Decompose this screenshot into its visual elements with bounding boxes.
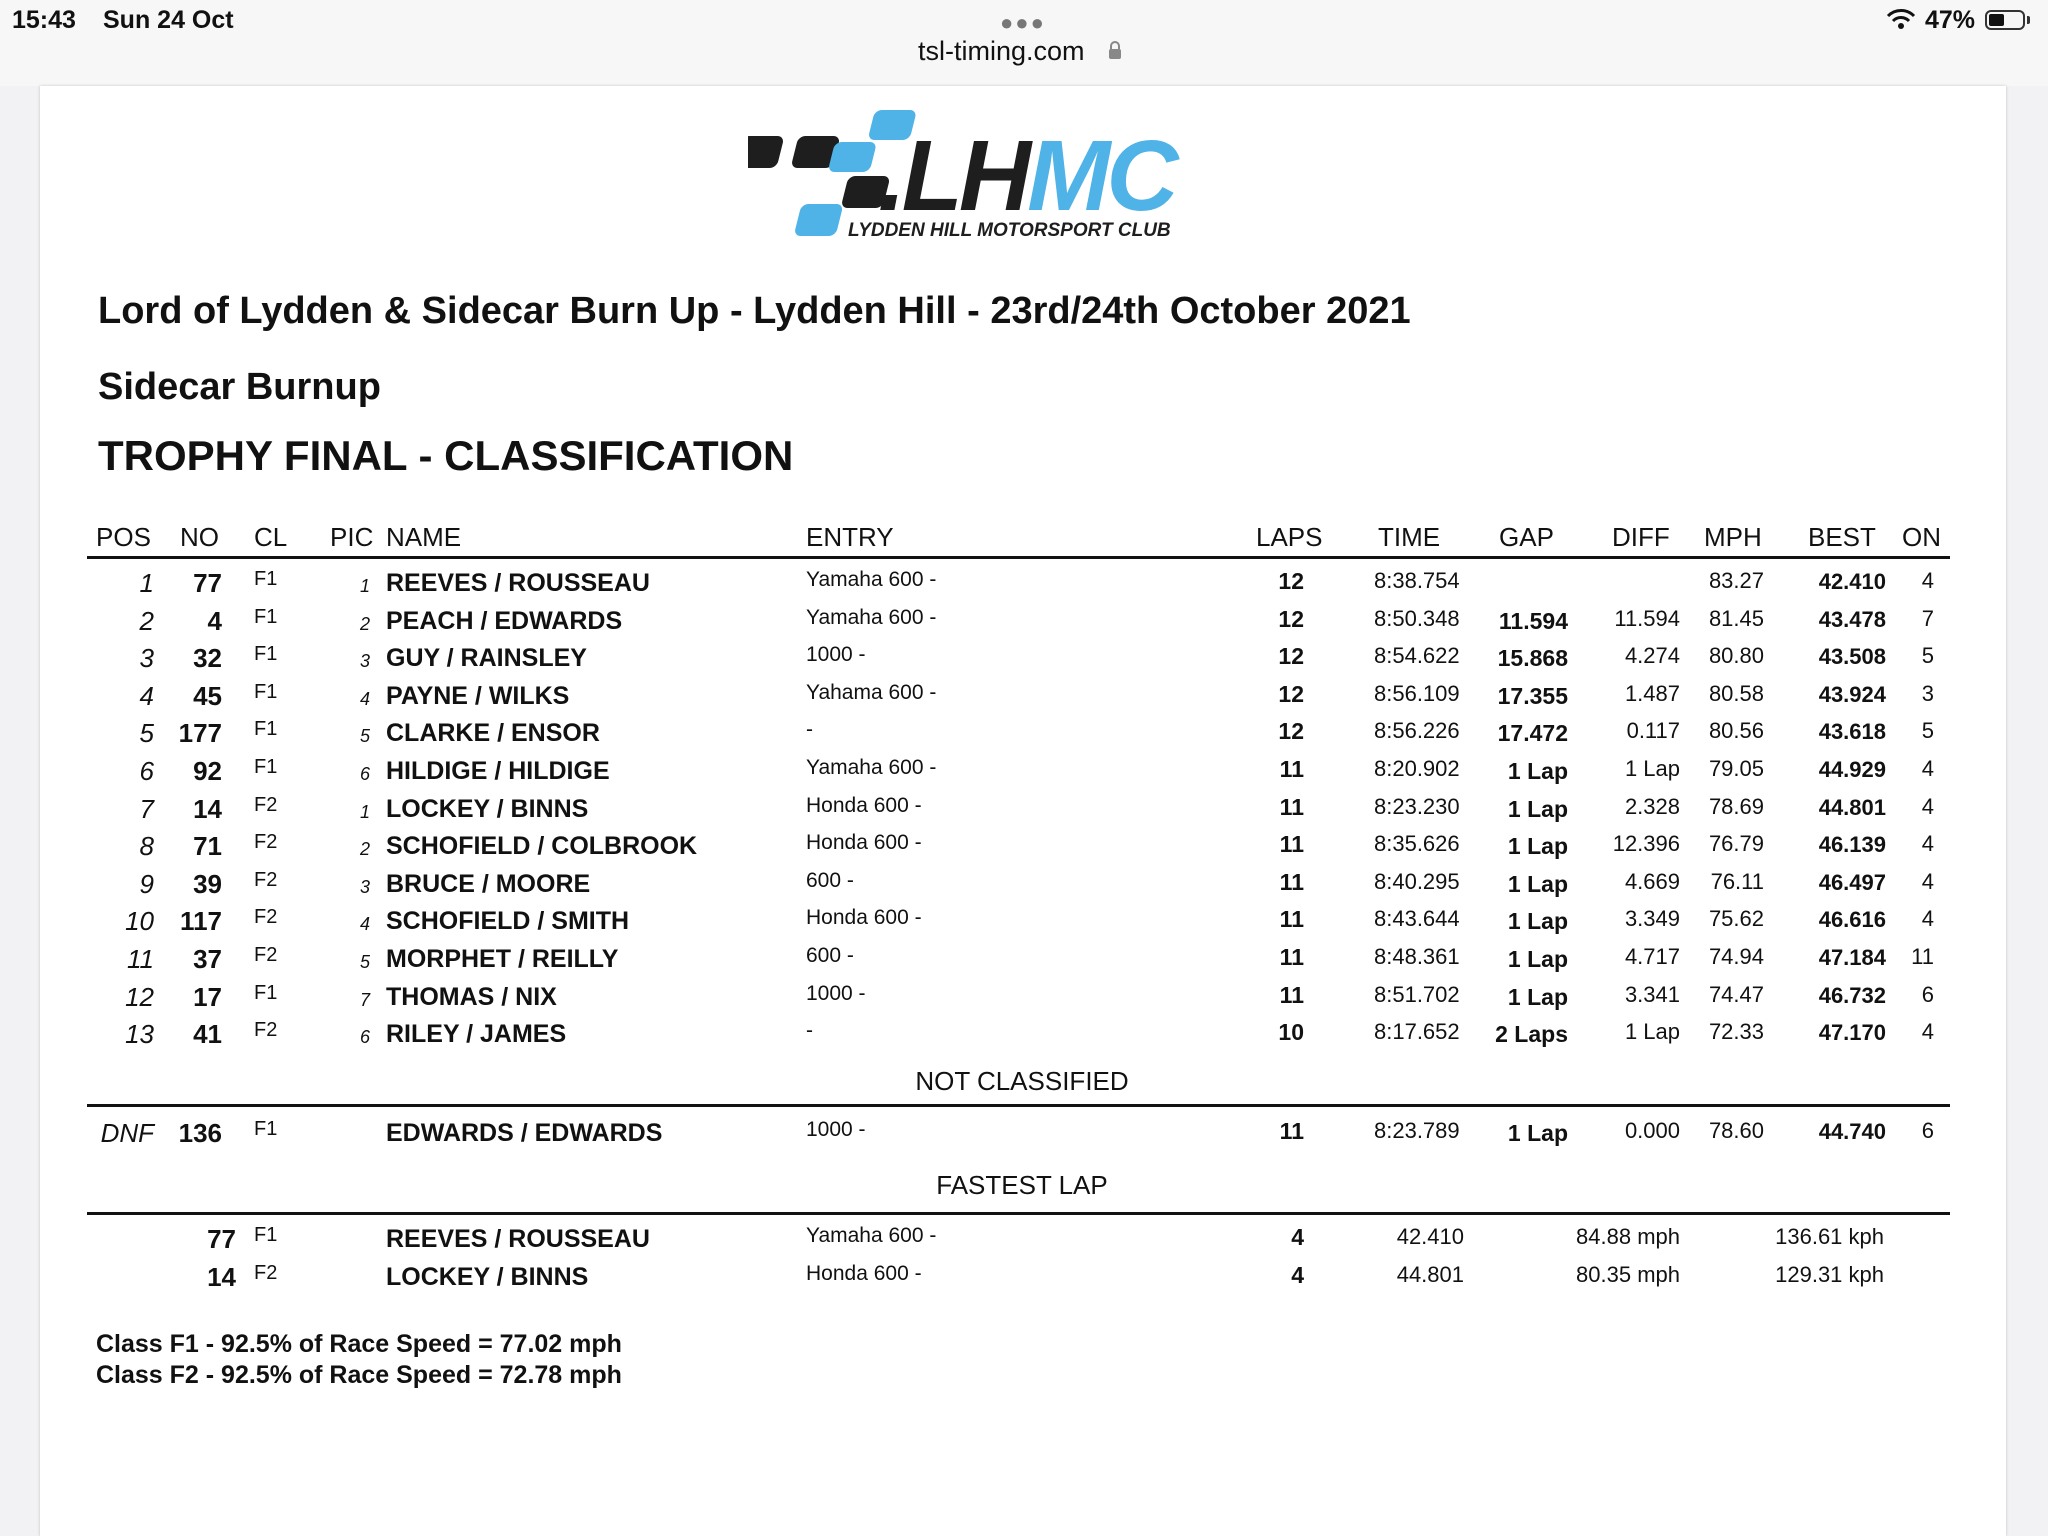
- mph-cell: 75.62: [1708, 906, 1764, 932]
- diff-cell: 4.274: [1624, 643, 1680, 669]
- best-cell: 44.740: [1818, 1119, 1886, 1144]
- pos-cell: 3: [139, 643, 154, 674]
- number-cell: 177: [178, 718, 222, 749]
- table-row: [0, 754, 2048, 792]
- class-cell: F1: [254, 1118, 278, 1140]
- table-row: [0, 792, 2048, 830]
- time-cell: 8:54.622: [1374, 643, 1460, 669]
- best-cell: 43.508: [1818, 644, 1886, 670]
- gap-cell: 1 Lap: [1507, 870, 1568, 897]
- diff-cell: 3.349: [1624, 906, 1680, 932]
- col-cl: CL: [254, 522, 288, 552]
- time-cell: 8:20.902: [1374, 756, 1460, 781]
- pos-cell: 5: [139, 718, 154, 749]
- fastest-lap-row: [0, 1222, 2048, 1260]
- gap-cell: 1 Lap: [1507, 758, 1568, 784]
- diff-cell: 1 Lap: [1624, 1019, 1680, 1045]
- pic-cell: 2: [359, 839, 370, 860]
- battery-tip: [2027, 16, 2030, 24]
- class-cell: F1: [254, 981, 278, 1004]
- name-cell: PAYNE / WILKS: [386, 681, 570, 710]
- mph-cell: 78.60: [1708, 1118, 1764, 1143]
- laps-cell: 12: [1278, 680, 1304, 707]
- header-rule: [87, 556, 1950, 559]
- event-title: Lord of Lydden & Sidecar Burn Up - Lydden Hill - 23rd/24th October 2021: [98, 290, 1411, 332]
- pos-cell: 12: [125, 981, 154, 1012]
- name-cell: LOCKEY / BINNS: [386, 1263, 589, 1291]
- laps-cell: 11: [1279, 793, 1304, 820]
- time-cell: 8:48.361: [1374, 944, 1460, 969]
- entry-cell: 600 -: [806, 944, 854, 967]
- on-cell: 6: [1921, 981, 1934, 1007]
- pos-cell: 8: [139, 831, 154, 862]
- diff-cell: 11.594: [1614, 605, 1680, 631]
- number-cell: 32: [193, 643, 222, 674]
- not-classified-row: [0, 1116, 2048, 1154]
- time-cell: 8:23.230: [1374, 793, 1460, 819]
- entry-cell: 1000 -: [806, 643, 866, 667]
- entry-cell: -: [806, 718, 813, 742]
- pic-cell: 6: [359, 1027, 370, 1048]
- name-cell: MORPHET / REILLY: [386, 945, 619, 973]
- entry-cell: 1000 -: [806, 981, 866, 1005]
- diff-cell: 1.487: [1624, 680, 1680, 706]
- diff-cell: 0.117: [1626, 718, 1680, 744]
- col-best: BEST: [1808, 522, 1876, 552]
- table-row: [0, 867, 2048, 905]
- diff-cell: 4.669: [1624, 868, 1680, 894]
- best-cell: 46.139: [1818, 832, 1886, 858]
- laps-cell: 11: [1279, 1118, 1304, 1144]
- col-name: NAME: [386, 522, 462, 552]
- time-cell: 8:56.226: [1374, 718, 1460, 744]
- number-cell: 136: [178, 1118, 222, 1148]
- lhmc-logo: [748, 106, 1206, 242]
- number-cell: 17: [193, 981, 222, 1012]
- status-bar: [0, 0, 2048, 86]
- mph-cell: 74.94: [1708, 944, 1764, 969]
- mph-cell: 74.47: [1708, 981, 1764, 1007]
- not-classified-heading: NOT CLASSIFIED: [915, 1066, 1129, 1096]
- time-cell: 8:17.652: [1374, 1019, 1460, 1045]
- pic-cell: 1: [359, 576, 370, 596]
- address-bar-url[interactable]: tsl-timing.com: [918, 36, 1085, 66]
- svg-text:.LHMC: .LHMC: [878, 120, 1175, 232]
- table-row: [0, 1017, 2048, 1055]
- class-cell: F1: [254, 568, 278, 590]
- on-cell: 4: [1921, 1019, 1934, 1045]
- battery-percent: 47%: [1925, 6, 1976, 34]
- on-cell: 4: [1921, 831, 1934, 857]
- pos-cell: 11: [127, 944, 154, 974]
- name-cell: BRUCE / MOORE: [386, 869, 591, 898]
- wifi-icon: [1886, 8, 1916, 30]
- pic-cell: 6: [359, 764, 370, 784]
- pos-cell: 6: [139, 756, 154, 786]
- entry-cell: Honda 600 -: [806, 793, 922, 817]
- best-cell: 44.929: [1818, 757, 1886, 782]
- table-row: [0, 566, 2048, 604]
- pos-cell: 13: [125, 1019, 154, 1050]
- class-cell: F1: [254, 680, 278, 703]
- fastest-lap-heading: FASTEST LAP: [936, 1170, 1108, 1200]
- time-cell: 8:23.789: [1374, 1118, 1460, 1143]
- diff-cell: 1 Lap: [1624, 756, 1680, 781]
- on-cell: 5: [1921, 718, 1934, 744]
- pos-cell: 1: [139, 568, 154, 598]
- entry-cell: Honda 600 -: [806, 1262, 922, 1285]
- pic-cell: 1: [359, 801, 370, 822]
- pos-cell: DNF: [100, 1118, 154, 1148]
- table-row: [0, 604, 2048, 642]
- gap-cell: 11.594: [1498, 607, 1568, 634]
- mph-cell: 76.11: [1710, 868, 1764, 894]
- time-cell: 42.410: [1396, 1224, 1464, 1249]
- gap-cell: 17.472: [1497, 720, 1568, 747]
- number-cell: 77: [193, 568, 222, 598]
- not-classified-rule: [87, 1104, 1950, 1107]
- diff-cell: 2.328: [1624, 793, 1680, 819]
- name-cell: GUY / RAINSLEY: [386, 644, 587, 673]
- name-cell: REEVES / ROUSSEAU: [386, 569, 650, 597]
- mph-cell: 83.27: [1708, 568, 1764, 593]
- gap-cell: 15.868: [1497, 645, 1568, 672]
- kph-cell: 129.31 kph: [1775, 1262, 1884, 1287]
- class-cell: F2: [254, 1019, 278, 1042]
- gap-cell: 1 Lap: [1507, 983, 1568, 1010]
- laps-cell: 11: [1279, 831, 1304, 858]
- pos-cell: 9: [139, 868, 154, 899]
- class-cell: F1: [254, 756, 278, 778]
- col-no: NO: [180, 522, 219, 552]
- diff-cell: 0.000: [1624, 1118, 1680, 1143]
- class-cell: F2: [254, 906, 278, 929]
- gap-cell: 17.355: [1497, 682, 1568, 709]
- number-cell: 37: [193, 944, 222, 974]
- class-title: Sidecar Burnup: [98, 366, 381, 408]
- class-f2-note: Class F2 - 92.5% of Race Speed = 72.78 mph: [96, 1361, 622, 1389]
- entry-cell: Honda 600 -: [806, 906, 922, 930]
- entry-cell: -: [806, 1019, 813, 1043]
- mph-cell: 84.88 mph: [1576, 1224, 1680, 1249]
- pic-cell: 4: [359, 688, 370, 709]
- diff-cell: 4.717: [1624, 944, 1680, 969]
- number-cell: 45: [193, 680, 222, 711]
- time-cell: 8:38.754: [1374, 568, 1460, 593]
- number-cell: 14: [207, 1262, 236, 1292]
- pic-cell: 3: [359, 651, 370, 672]
- on-cell: 3: [1921, 680, 1934, 706]
- table-row: [0, 716, 2048, 754]
- best-cell: 43.924: [1818, 681, 1886, 707]
- col-gap: GAP: [1499, 522, 1554, 552]
- time-cell: 8:50.348: [1374, 605, 1460, 631]
- on-cell: 4: [1921, 568, 1934, 593]
- mph-cell: 80.58: [1708, 680, 1764, 706]
- table-row: [0, 942, 2048, 980]
- laps-cell: 12: [1278, 568, 1304, 594]
- fastest-lap-row: [0, 1260, 2048, 1298]
- class-cell: F2: [254, 868, 278, 891]
- mph-cell: 81.45: [1708, 605, 1764, 631]
- diff-cell: 3.341: [1624, 981, 1680, 1007]
- laps-cell: 10: [1278, 1019, 1304, 1046]
- time-cell: 8:40.295: [1374, 868, 1460, 894]
- col-diff: DIFF: [1612, 522, 1670, 552]
- laps-cell: 12: [1278, 643, 1304, 670]
- class-cell: F1: [254, 643, 278, 666]
- name-cell: RILEY / JAMES: [386, 1020, 567, 1049]
- gap-cell: 2 Laps: [1495, 1021, 1568, 1048]
- entry-cell: Yamaha 600 -: [806, 756, 937, 779]
- laps-cell: 11: [1279, 981, 1304, 1008]
- table-row: [0, 980, 2048, 1018]
- best-cell: 46.616: [1818, 907, 1886, 933]
- entry-cell: Yamaha 600 -: [806, 568, 937, 591]
- pos-cell: 7: [139, 793, 154, 824]
- number-cell: 41: [193, 1019, 222, 1050]
- name-cell: SCHOFIELD / SMITH: [386, 907, 630, 936]
- time-cell: 8:56.109: [1374, 680, 1460, 706]
- kph-cell: 136.61 kph: [1775, 1224, 1884, 1249]
- entry-cell: 1000 -: [806, 1118, 866, 1141]
- laps-cell: 12: [1278, 605, 1304, 632]
- laps-cell: 11: [1279, 906, 1304, 933]
- lock-icon: [1108, 40, 1122, 60]
- table-row: [0, 679, 2048, 717]
- battery-level: [1989, 14, 2004, 26]
- lap-cell: 4: [1291, 1262, 1304, 1288]
- gap-cell: 1 Lap: [1507, 946, 1568, 972]
- time-cell: 8:51.702: [1374, 981, 1460, 1007]
- gap-cell: 1 Lap: [1507, 833, 1568, 860]
- pic-cell: 2: [359, 613, 370, 634]
- table-row: [0, 829, 2048, 867]
- name-cell: CLARKE / ENSOR: [386, 719, 600, 748]
- logo-tagline: LYDDEN HILL MOTORSPORT CLUB: [848, 220, 1171, 241]
- pos-cell: 4: [139, 680, 154, 711]
- on-cell: 4: [1921, 868, 1934, 894]
- name-cell: THOMAS / NIX: [386, 982, 557, 1011]
- col-pos: POS: [96, 522, 151, 552]
- best-cell: 46.497: [1818, 869, 1886, 895]
- col-entry: ENTRY: [806, 522, 894, 552]
- class-cell: F2: [254, 1262, 278, 1284]
- laps-cell: 12: [1278, 718, 1304, 745]
- number-cell: 14: [193, 793, 222, 824]
- name-cell: SCHOFIELD / COLBROOK: [386, 832, 698, 861]
- class-cell: F2: [254, 793, 278, 816]
- class-cell: F2: [254, 831, 278, 854]
- class-f1-note: Class F1 - 92.5% of Race Speed = 77.02 mph: [96, 1330, 622, 1358]
- status-time: 15:43: [12, 6, 76, 34]
- mph-cell: 80.35 mph: [1576, 1262, 1680, 1287]
- mph-cell: 76.79: [1708, 831, 1764, 857]
- best-cell: 44.801: [1818, 794, 1886, 820]
- entry-cell: Yahama 600 -: [806, 680, 937, 704]
- number-cell: 117: [180, 906, 222, 937]
- on-cell: 11: [1911, 944, 1934, 969]
- laps-cell: 11: [1279, 868, 1304, 895]
- pic-cell: 4: [359, 914, 370, 935]
- gap-cell: 1 Lap: [1507, 908, 1568, 935]
- on-cell: 7: [1921, 605, 1934, 631]
- number-cell: 39: [193, 868, 222, 899]
- table-row: [0, 904, 2048, 942]
- mph-cell: 80.80: [1708, 643, 1764, 669]
- name-cell: HILDIGE / HILDIGE: [386, 757, 610, 785]
- status-date: Sun 24 Oct: [103, 6, 234, 34]
- name-cell: REEVES / ROUSSEAU: [386, 1225, 650, 1253]
- entry-cell: Yamaha 600 -: [806, 605, 937, 629]
- diff-cell: 12.396: [1612, 831, 1680, 857]
- fastest-lap-rule: [87, 1212, 1950, 1215]
- lap-cell: 4: [1291, 1224, 1304, 1250]
- on-cell: 4: [1921, 793, 1934, 819]
- col-pic: PIC: [330, 522, 374, 552]
- pic-cell: 7: [359, 989, 370, 1010]
- entry-cell: Yamaha 600 -: [806, 1224, 937, 1247]
- class-cell: F1: [254, 718, 278, 741]
- pic-cell: 3: [359, 876, 370, 897]
- col-laps: LAPS: [1256, 522, 1323, 552]
- on-cell: 4: [1921, 756, 1934, 781]
- pic-cell: 5: [359, 952, 370, 972]
- time-cell: 8:35.626: [1374, 831, 1460, 857]
- mph-cell: 79.05: [1708, 756, 1764, 781]
- table-row: [0, 641, 2048, 679]
- pos-cell: 2: [139, 605, 154, 636]
- time-cell: 44.801: [1396, 1262, 1464, 1287]
- more-dots-icon[interactable]: ●●●: [1000, 10, 1046, 35]
- number-cell: 71: [193, 831, 222, 862]
- on-cell: 5: [1921, 643, 1934, 669]
- number-cell: 92: [193, 756, 222, 786]
- on-cell: 4: [1921, 906, 1934, 932]
- gap-cell: 1 Lap: [1507, 795, 1568, 822]
- col-on: ON: [1902, 522, 1941, 552]
- pic-cell: 5: [359, 726, 370, 747]
- mph-cell: 80.56: [1708, 718, 1764, 744]
- best-cell: 47.170: [1818, 1020, 1886, 1046]
- entry-cell: Honda 600 -: [806, 831, 922, 855]
- time-cell: 8:43.644: [1374, 906, 1460, 932]
- col-time: TIME: [1378, 522, 1441, 552]
- mph-cell: 78.69: [1708, 793, 1764, 819]
- laps-cell: 11: [1279, 756, 1304, 782]
- best-cell: 47.184: [1818, 945, 1886, 970]
- name-cell: LOCKEY / BINNS: [386, 794, 589, 823]
- number-cell: 77: [207, 1224, 236, 1254]
- class-cell: F1: [254, 1224, 278, 1246]
- col-mph: MPH: [1704, 522, 1762, 552]
- number-cell: 4: [207, 605, 222, 636]
- mph-cell: 72.33: [1708, 1019, 1764, 1045]
- best-cell: 43.478: [1818, 606, 1886, 632]
- class-cell: F2: [254, 944, 278, 966]
- gap-cell: 1 Lap: [1507, 1120, 1568, 1146]
- session-title: TROPHY FINAL - CLASSIFICATION: [98, 432, 794, 479]
- class-cell: F1: [254, 605, 278, 628]
- entry-cell: 600 -: [806, 868, 854, 892]
- laps-cell: 11: [1279, 944, 1304, 970]
- pos-cell: 10: [125, 906, 154, 937]
- on-cell: 6: [1921, 1118, 1934, 1143]
- name-cell: EDWARDS / EDWARDS: [386, 1119, 663, 1147]
- best-cell: 42.410: [1818, 569, 1886, 594]
- best-cell: 43.618: [1818, 719, 1886, 745]
- best-cell: 46.732: [1818, 982, 1886, 1008]
- name-cell: PEACH / EDWARDS: [386, 606, 623, 635]
